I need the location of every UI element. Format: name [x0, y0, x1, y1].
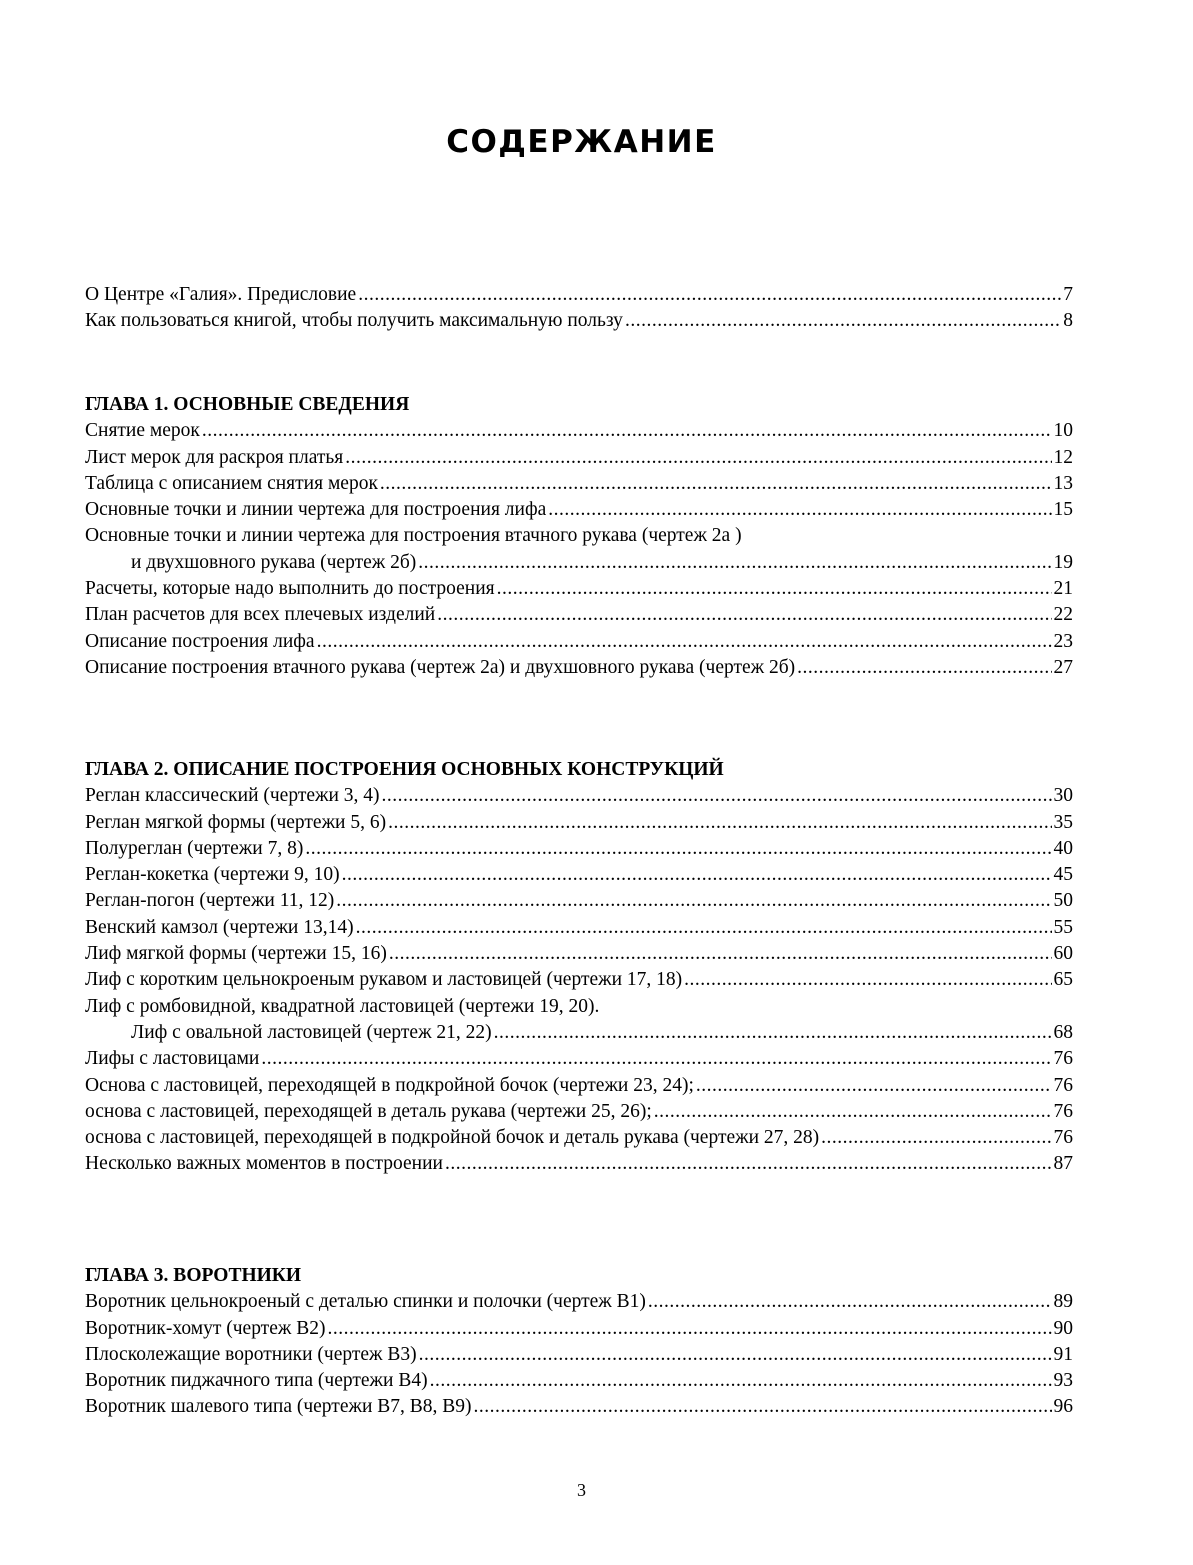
toc-leader-dots	[821, 1125, 1051, 1151]
toc-entry	[85, 497, 1073, 523]
toc-entry-text: Основные точки и линии чертежа для построения лифа	[85, 499, 547, 521]
toc-entry	[85, 915, 1073, 941]
toc-leader-dots	[474, 1394, 1052, 1420]
toc-entry-text: Реглан мягкой формы (чертежи 5, 6)	[85, 811, 387, 833]
toc-leader-dots	[430, 1368, 1052, 1394]
toc-entry-text: Снятие мерок	[85, 420, 200, 442]
toc-entry-text: Основа с ластовицей, переходящей в подкройной бочок (чертежи 23, 24);	[85, 1074, 694, 1096]
toc-entry-page: 55	[1053, 916, 1073, 938]
toc-entry-page: 76	[1053, 1100, 1073, 1122]
toc-leader-dots	[497, 576, 1052, 602]
toc-entry	[85, 967, 1073, 993]
toc-entry	[85, 1316, 1073, 1342]
toc-entry	[85, 629, 1073, 655]
toc-entry-text: Несколько важных моментов в построении	[85, 1153, 443, 1175]
toc-leader-dots	[654, 1099, 1052, 1125]
toc-leader-dots	[345, 445, 1051, 471]
chapter-heading: ГЛАВА 1. ОСНОВНЫЕ СВЕДЕНИЯ	[85, 394, 410, 415]
toc-entry-text: Реглан классический (чертежи 3, 4)	[85, 785, 380, 807]
toc-entry-text: Описание построения лифа	[85, 630, 315, 652]
toc-entry	[85, 602, 1073, 628]
toc-entry-text: основа с ластовицей, переходящей в деталь рукава (чертежи 25, 26);	[85, 1100, 652, 1122]
toc-leader-dots	[356, 915, 1052, 941]
toc-entry-page: 50	[1053, 890, 1073, 912]
toc-entry-page: 40	[1053, 837, 1073, 859]
toc-entry	[85, 1289, 1073, 1315]
toc-leader-dots	[317, 629, 1052, 655]
toc-entry-text: и двухшовного рукава (чертеж 2б)	[131, 551, 417, 573]
toc-entry	[85, 888, 1073, 914]
toc-entry	[85, 1151, 1073, 1177]
toc-entry-text: Воротник цельнокроеный с деталью спинки и полочки (чертеж В1)	[85, 1291, 646, 1313]
chapter-heading: ГЛАВА 2. ОПИСАНИЕ ПОСТРОЕНИЯ ОСНОВНЫХ КОНСТРУКЦИЙ	[85, 759, 724, 780]
toc-entry	[85, 308, 1073, 334]
toc-leader-dots	[696, 1073, 1052, 1099]
toc-entry-text: основа с ластовицей, переходящей в подкройной бочок и деталь рукава (чертежи 27, 28)	[85, 1127, 820, 1149]
toc-entry-page: 23	[1053, 630, 1073, 652]
toc-leader-dots	[388, 810, 1051, 836]
toc-entry-text: О Центре «Галия». Предисловие	[85, 284, 357, 305]
toc-entry	[85, 655, 1073, 681]
toc-leader-dots	[625, 308, 1061, 334]
toc-leader-dots	[261, 1046, 1051, 1072]
toc-entry-page: 76	[1053, 1074, 1073, 1096]
toc-entry	[85, 836, 1073, 862]
toc-entry-text: Расчеты, которые надо выполнить до построения	[85, 578, 495, 600]
toc-entry-text: Реглан-погон (чертежи 11, 12)	[85, 890, 335, 912]
toc-entry-text: Воротник-хомут (чертеж В2)	[85, 1317, 326, 1339]
toc-leader-dots	[494, 1020, 1052, 1046]
toc-entry	[85, 1020, 1073, 1046]
toc-entry	[85, 576, 1073, 602]
toc-entry-text: Реглан-кокетка (чертежи 9, 10)	[85, 864, 340, 886]
toc-title: СОДЕРЖАНИЕ	[446, 124, 717, 160]
toc-entry-page: 91	[1053, 1343, 1073, 1365]
toc-entry-page: 10	[1053, 420, 1073, 442]
toc-chapter-1	[85, 392, 1073, 681]
page-number: 3	[577, 1480, 586, 1500]
toc-leader-dots	[380, 471, 1052, 497]
toc-leader-dots	[419, 1342, 1052, 1368]
toc-entry-page: 93	[1053, 1370, 1073, 1392]
toc-entry-text: Описание построения втачного рукава (чертеж 2а) и двухшовного рукава (чертеж 2б)	[85, 656, 796, 678]
toc-entry-page: 76	[1053, 1127, 1073, 1149]
toc-leader-dots	[389, 941, 1052, 967]
toc-leader-dots	[382, 783, 1052, 809]
toc-entry-page: 87	[1053, 1153, 1073, 1175]
toc-leader-dots	[445, 1151, 1052, 1177]
toc-entry-text: Полуреглан (чертежи 7, 8)	[85, 837, 304, 859]
toc-entry	[85, 282, 1073, 308]
toc-entry-text: Лифы с ластовицами	[85, 1048, 260, 1070]
toc-entry-page: 27	[1053, 656, 1073, 678]
toc-entry	[85, 418, 1073, 444]
toc-leader-dots	[418, 550, 1051, 576]
toc-leader-dots	[336, 888, 1051, 914]
toc-entry-page: 68	[1053, 1021, 1073, 1043]
toc-entry-page: 19	[1053, 551, 1073, 573]
toc-leader-dots	[305, 836, 1051, 862]
toc-leader-dots	[327, 1316, 1051, 1342]
toc-entry	[85, 1368, 1073, 1394]
toc-entry-page: 96	[1053, 1396, 1073, 1418]
toc-leader-dots	[797, 655, 1051, 681]
toc-chapter-3	[85, 1263, 1073, 1421]
toc-entry-text: Таблица с описанием снятия мерок	[85, 472, 378, 494]
toc-entry	[85, 1342, 1073, 1368]
toc-entry	[85, 1394, 1073, 1420]
toc-leader-dots	[437, 602, 1051, 628]
toc-entry-page: 89	[1053, 1291, 1073, 1313]
toc-entry-text: Плосколежащие воротники (чертеж В3)	[85, 1343, 417, 1365]
toc-entry	[85, 1125, 1073, 1151]
toc-entry-text: Воротник шалевого типа (чертежи В7, В8, В9)	[85, 1396, 472, 1418]
toc-entry-page: 21	[1053, 578, 1073, 600]
toc-entry	[85, 810, 1073, 836]
toc-entry-text: Лист мерок для раскроя платья	[85, 446, 344, 468]
toc-entry	[85, 1073, 1073, 1099]
toc-intro-section	[85, 282, 1073, 335]
toc-entry-page: 60	[1053, 943, 1073, 965]
toc-entry	[85, 550, 1073, 576]
toc-chapter-2	[85, 757, 1073, 1178]
toc-entry-page: 7	[1063, 284, 1073, 305]
toc-entry-page: 12	[1053, 446, 1073, 468]
toc-entry-page: 8	[1063, 310, 1073, 332]
toc-leader-dots	[202, 418, 1052, 444]
toc-leader-dots	[648, 1289, 1052, 1315]
toc-entry-page: 35	[1053, 811, 1073, 833]
toc-entry-page: 13	[1053, 472, 1073, 494]
toc-entry-text: Лиф с коротким цельнокроеным рукавом и ластовицей (чертежи 17, 18)	[85, 969, 683, 991]
toc-entry-text: Как пользоваться книгой, чтобы получить максимальную пользу	[85, 310, 623, 332]
toc-entry	[85, 471, 1073, 497]
toc-entry	[85, 783, 1073, 809]
toc-entry-text: План расчетов для всех плечевых изделий	[85, 604, 436, 626]
toc-leader-dots	[684, 967, 1051, 993]
toc-entry-page: 30	[1053, 785, 1073, 807]
toc-entry-text: Воротник пиджачного типа (чертежи В4)	[85, 1370, 428, 1392]
toc-entry	[85, 445, 1073, 471]
toc-leader-dots	[342, 862, 1052, 888]
toc-entry-text: Лиф с овальной ластовицей (чертеж 21, 22)	[131, 1021, 492, 1043]
chapter-heading: ГЛАВА 3. ВОРОТНИКИ	[85, 1265, 302, 1286]
toc-entry	[85, 862, 1073, 888]
toc-entry	[85, 1099, 1073, 1125]
toc-entry-page: 76	[1053, 1048, 1073, 1070]
toc-leader-dots	[358, 282, 1061, 308]
toc-entry-text: Венский камзол (чертежи 13,14)	[85, 916, 354, 938]
toc-entry-first-line: Основные точки и линии чертежа для построения втачного рукава (чертеж 2а )	[85, 525, 742, 547]
toc-entry-page: 65	[1053, 969, 1073, 991]
toc-entry-page: 15	[1053, 499, 1073, 521]
toc-entry-first-line: Лиф с ромбовидной, квадратной ластовицей (чертежи 19, 20).	[85, 995, 600, 1017]
toc-entry	[85, 1046, 1073, 1072]
toc-entry-text: Лиф мягкой формы (чертежи 15, 16)	[85, 943, 387, 965]
toc-entry-page: 22	[1053, 604, 1073, 626]
toc-entry-page: 45	[1053, 864, 1073, 886]
toc-entry-page: 90	[1053, 1317, 1073, 1339]
toc-leader-dots	[548, 497, 1051, 523]
toc-entry	[85, 941, 1073, 967]
